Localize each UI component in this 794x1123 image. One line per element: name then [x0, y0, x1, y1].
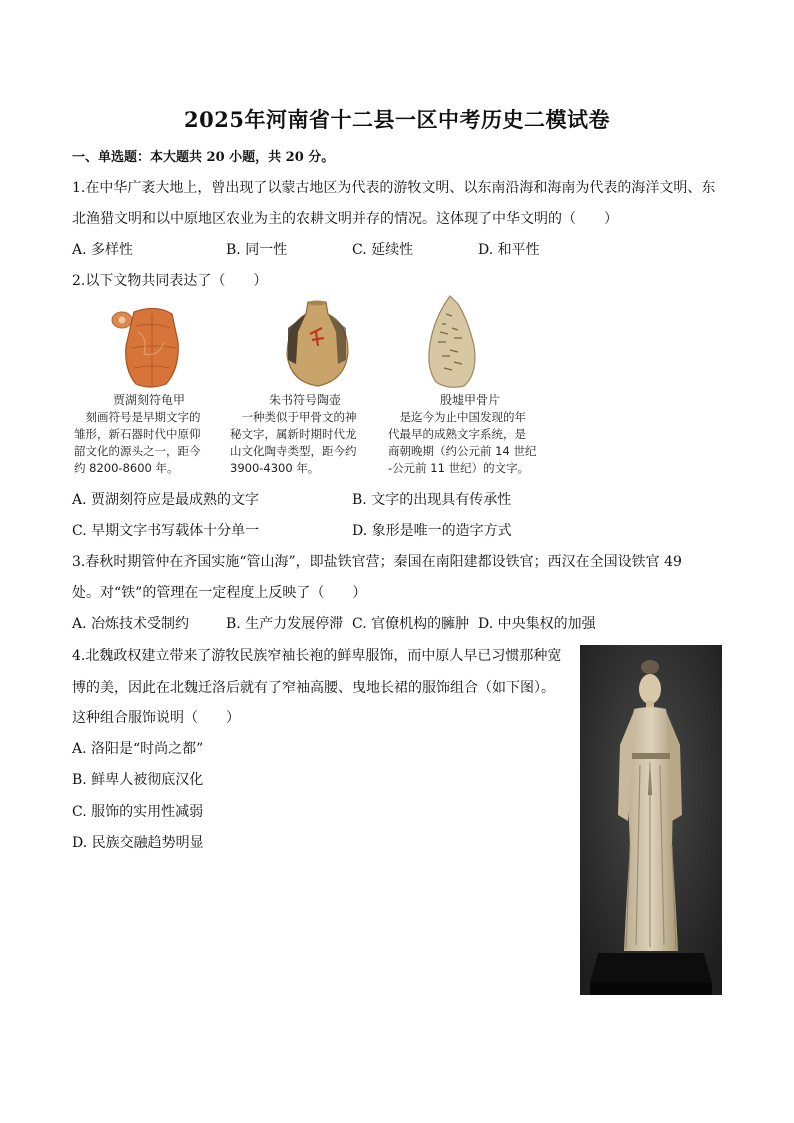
artifact-desc-3-line3: 商朝晚期（约公元前 14 世纪 — [388, 444, 537, 458]
artifact-desc-1-line2: 雏形，新石器时代中原仰 — [74, 427, 201, 441]
q3-option-a[interactable]: A. 冶炼技术受制约 — [72, 616, 190, 632]
pottery-jar-image — [282, 298, 352, 390]
page-title: 2025年河南省十二县一区中考历史二模试卷 — [184, 107, 610, 132]
q4-option-d[interactable]: D. 民族交融趋势明显 — [72, 835, 204, 851]
q2-option-a[interactable]: A. 贾湖刻符应是最成熟的文字 — [72, 492, 260, 508]
artifact-desc-2-line4: 3900-4300 年。 — [230, 461, 320, 475]
artifact-desc-3-line2: 代最早的成熟文字系统，是 — [388, 427, 526, 441]
artifact-caption-1 — [74, 392, 224, 477]
q1-option-b[interactable]: B. 同一性 — [226, 242, 288, 258]
q4-stem-line3: 这种组合服饰说明（ ） — [72, 710, 240, 726]
artifact-caption-3 — [388, 392, 552, 477]
q1-stem-line1: 1.在中华广袤大地上，曾出现了以蒙古地区为代表的游牧文明、以东南沿海和海南为代表的海洋文明、东 — [72, 180, 716, 196]
artifact-name-1: 贾湖刻符龟甲 — [112, 393, 185, 407]
q2-option-b[interactable]: B. 文字的出现具有传承性 — [352, 492, 512, 508]
q1-option-c[interactable]: C. 延续性 — [352, 242, 414, 258]
figurine-photo — [580, 645, 722, 995]
q1-option-d[interactable]: D. 和平性 — [478, 242, 540, 258]
artifact-caption-2 — [230, 392, 380, 477]
artifact-desc-2-line2: 秘文字，属新时期时代龙 — [230, 427, 357, 441]
q4-option-b[interactable]: B. 鲜卑人被彻底汉化 — [72, 772, 204, 788]
q2-option-d[interactable]: D. 象形是唯一的造字方式 — [352, 523, 512, 539]
q4-stem-line2: 博的美，因此在北魏迁洛后就有了窄袖高腰、曳地长裙的服饰组合（如下图）。 — [72, 680, 555, 696]
q3-option-d[interactable]: D. 中央集权的加强 — [478, 616, 596, 632]
q3-stem-line1: 3.春秋时期管仲在齐国实施“管山海”，即盐铁官营；秦国在南阳建都设铁官；西汉在全国设铁官 49 — [72, 554, 682, 570]
q4-stem-line1: 4.北魏政权建立带来了游牧民族窄袖长袍的鲜卑服饰，而中原人早已习惯那种宽 — [72, 648, 562, 664]
artifact-name-3: 殷墟甲骨片 — [439, 393, 500, 407]
q1-stem-line2: 北渔猎文明和以中原地区农业为主的农耕文明并存的情况。这体现了中华文明的（ ） — [72, 211, 618, 227]
artifact-desc-3-line1: 是迄今为止中国发现的年 — [388, 410, 526, 424]
artifact-desc-1-line1: 刻画符号是早期文字的 — [74, 410, 201, 424]
artifact-desc-2-line3: 山文化陶寺类型，距今约 — [230, 444, 357, 458]
q3-stem-line2: 处。对“铁”的管理在一定程度上反映了（ ） — [72, 585, 367, 601]
artifact-desc-1-line4: 约 8200-8600 年。 — [74, 461, 179, 475]
artifact-name-2: 朱书符号陶壶 — [268, 393, 341, 407]
q4-option-a[interactable]: A. 洛阳是“时尚之都” — [72, 741, 204, 757]
q4-option-c[interactable]: C. 服饰的实用性减弱 — [72, 804, 204, 820]
q3-option-b[interactable]: B. 生产力发展停滞 — [226, 616, 344, 632]
turtle-shell-image — [108, 302, 186, 390]
q1-option-a[interactable]: A. 多样性 — [72, 242, 134, 258]
q3-option-c[interactable]: C. 官僚机构的臃肿 — [352, 616, 470, 632]
oracle-bone-image — [424, 294, 480, 390]
artifact-desc-2-line1: 一种类似于甲骨文的神 — [230, 410, 357, 424]
q2-option-c[interactable]: C. 早期文字书写载体十分单一 — [72, 523, 260, 539]
q2-stem: 2.以下文物共同表达了（ ） — [72, 273, 268, 289]
figurine-image — [580, 645, 722, 995]
artifact-desc-1-line3: 韶文化的源头之一，距今 — [74, 444, 201, 458]
section-heading: 一、单选题：本大题共 20 小题，共 20 分。 — [72, 150, 335, 165]
artifact-desc-3-line4: -公元前 11 世纪）的文字。 — [388, 461, 530, 475]
